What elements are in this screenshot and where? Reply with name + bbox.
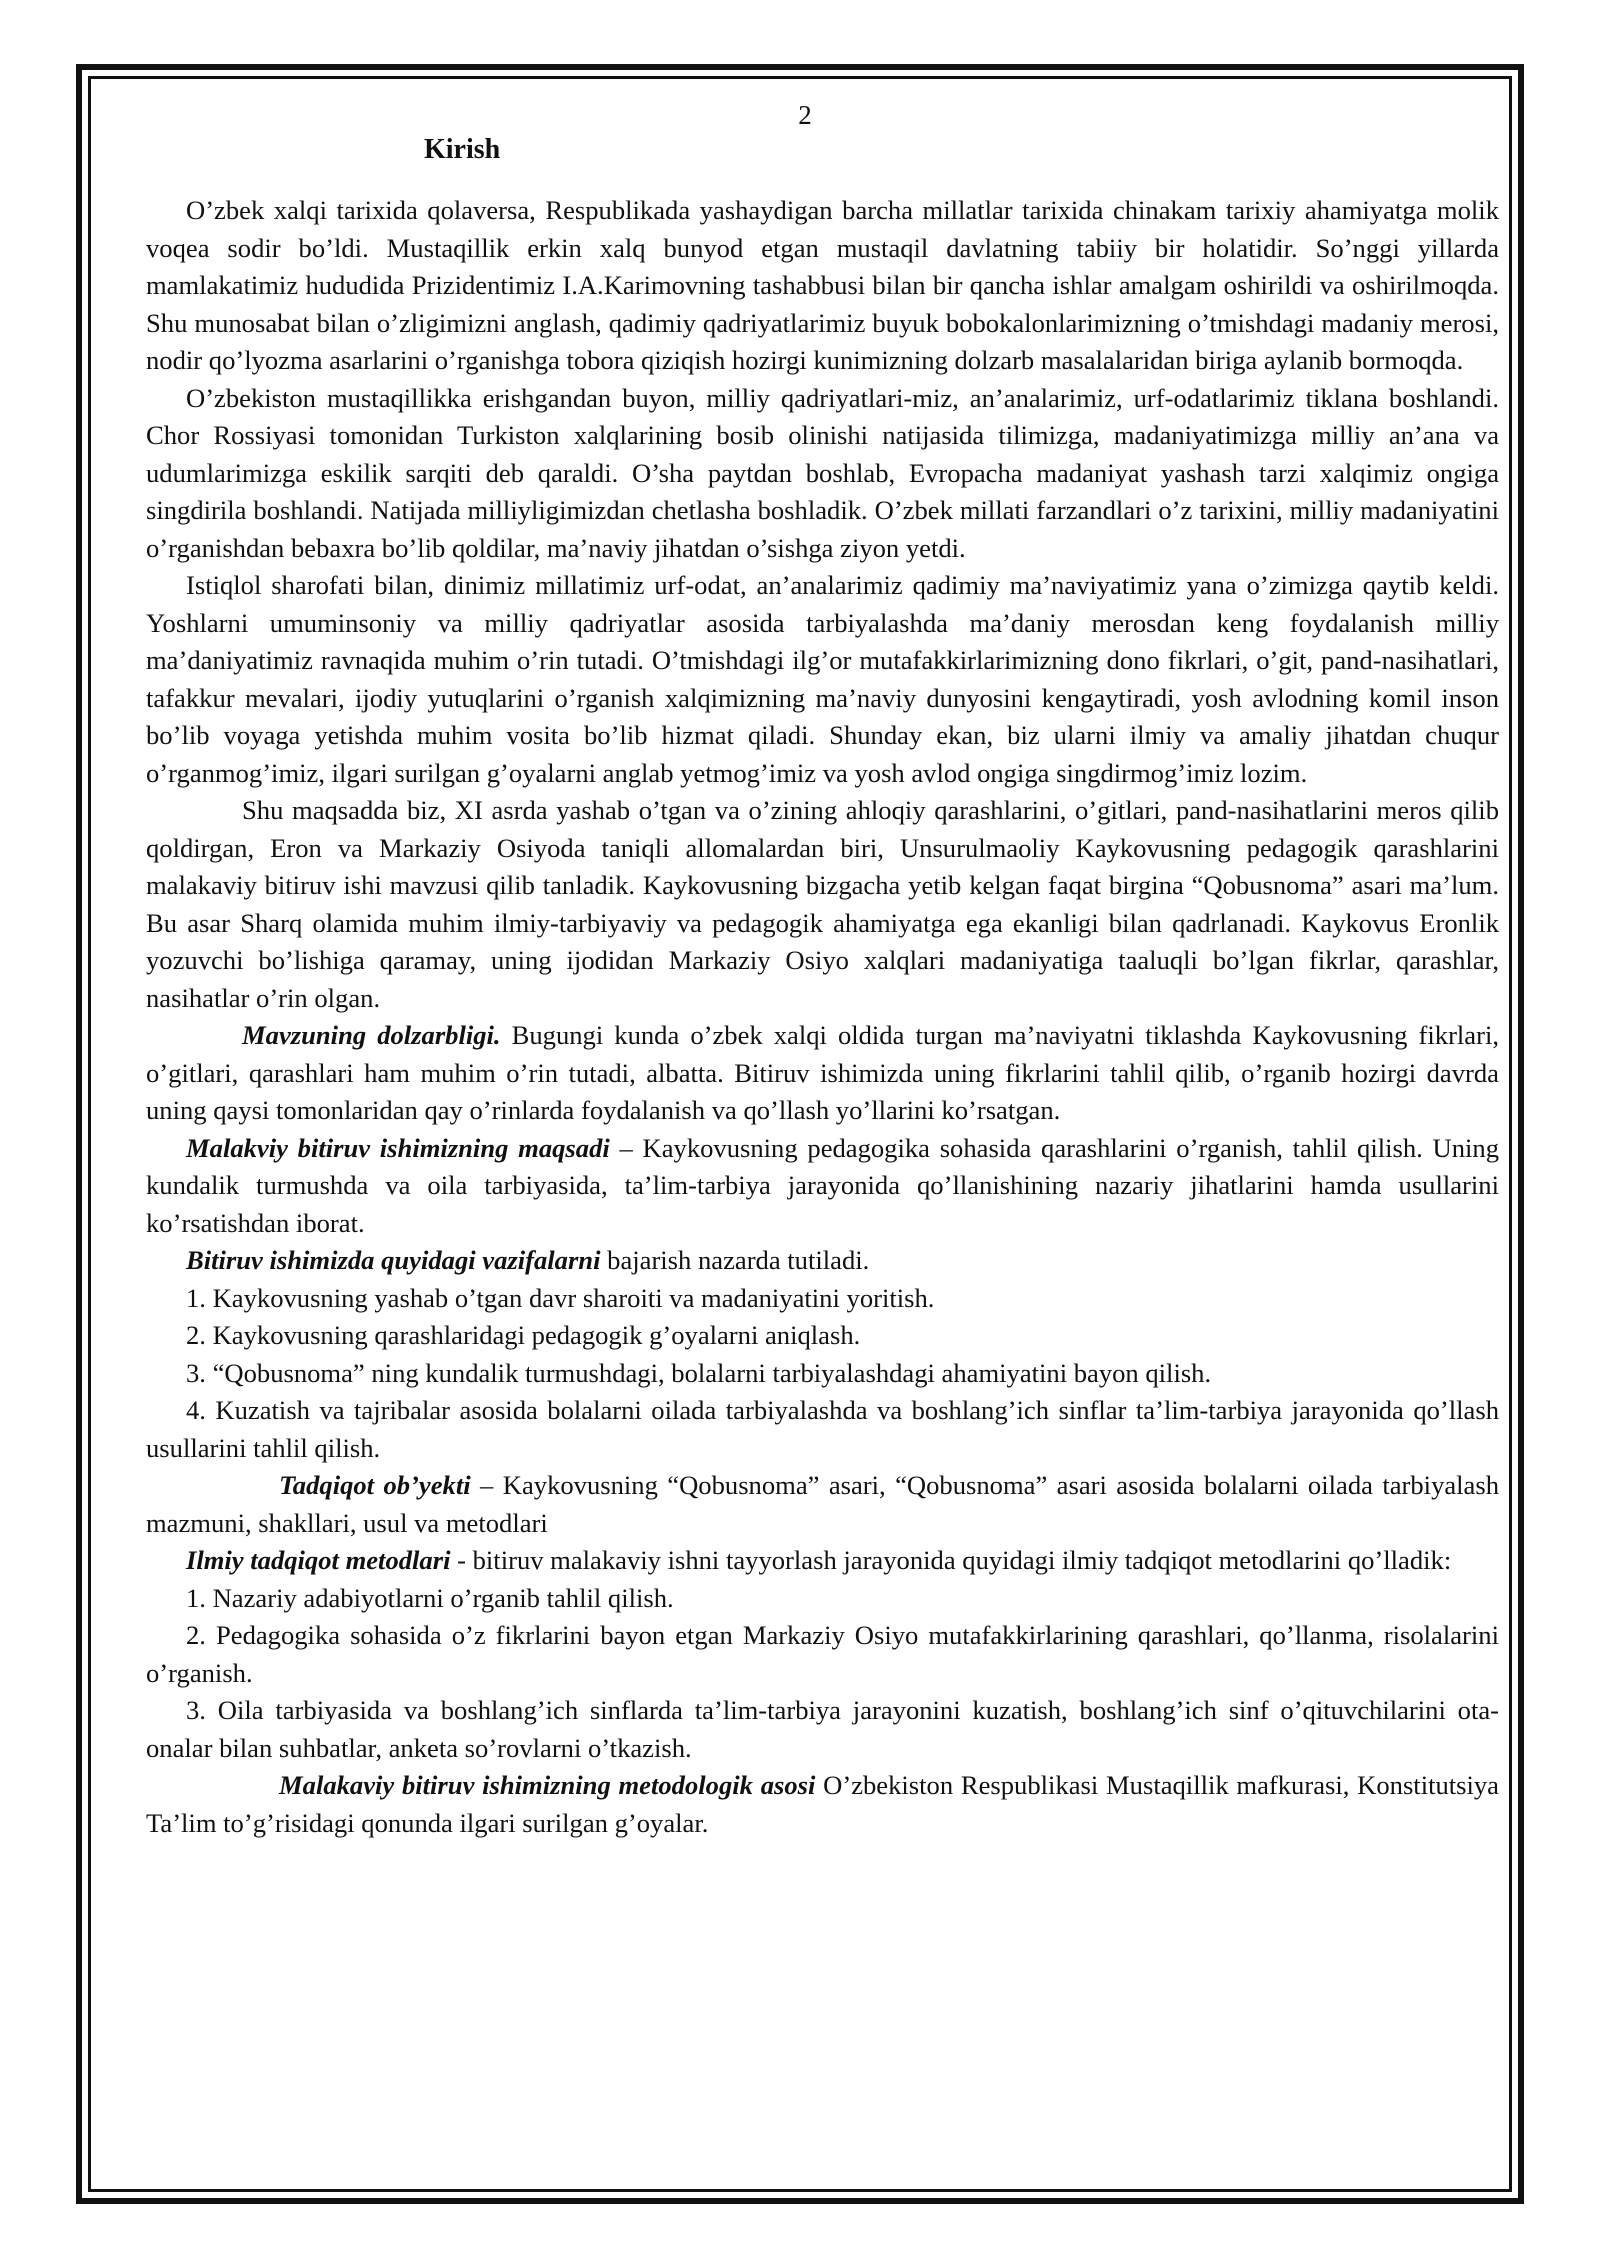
lead-relevance: Mavzuning dolzarbligi.: [242, 1020, 501, 1050]
paragraph-purpose-choice: Shu maqsadda biz, XI asrda yashab o’tgan va o’zining ahloqiy qarashlarini, o’gitlari, pand-nasihatlarini meros qilib qoldirgan, Eron va Markaziy Osiyoda taniqli allomalardan biri, Unsurulmaoliy Kaykovusning pedagogik qarashlarini malakaviy bitiruv ishi mavzusi qilib tanladik. Kaykovusning bizgacha yetib kelgan faqat birgina “Qobusnoma” asari ma’lum. Bu asar Sharq olamida muhim ilmiy-tarbiyaviy va pedagogik ahamiyatga ega ekanligi bilan qadrlanadi. Kaykovus Eronlik yozuvchi bo’lishiga qaramay, uning ijodidan Markaziy Osiyo xalqlari madaniyatiga taaluqli bo’lgan fikrlar, qarashlar, nasihatlar o’rin olgan.: [146, 795, 1499, 1013]
list-item-method-3: 3. Oila tarbiyasida va boshlang’ich sinflarda ta’lim-tarbiya jarayonini kuzatish, boshlang’ich sinf o’qituvchilarini ota-onalar bilan suhbatlar, anketa so’rovlarni o’tkazish.: [146, 1695, 1499, 1763]
list-item-task-1: 1. Kaykovusning yashab o’tgan davr sharoiti va madaniyatini yoritish.: [186, 1282, 935, 1313]
lead-methods: Ilmiy tadqiqot metodlari: [186, 1545, 451, 1575]
list-item-method-2: 2. Pedagogika sohasida o’z fikrlarini bayon etgan Markaziy Osiyo mutafakkirlarining qarashlari, qo’llanma, risolalarini o’rganish.: [146, 1620, 1499, 1688]
paragraph-methods: [146, 1542, 1499, 1580]
list-item-task-4: 4. Kuzatish va tajribalar asosida bolalarni oilada tarbiyalashda va boshlang’ich sinflar ta’lim-tarbiya jarayonida qo’llash usullarini tahlil qilish.: [146, 1395, 1499, 1463]
paragraph-goal: [146, 1130, 1499, 1243]
lead-research-object: Tadqiqot ob’yekti: [279, 1470, 471, 1500]
paragraph-intro: O’zbek xalqi tarixida qolaversa, Respublikada yashaydigan barcha millatlar tarixida chinakam tarixiy ahamiyatga molik voqea sodir bo’ldi. Mustaqillik erkin xalq bunyod etgan mustaqil davlatning tabiiy bir holatidir. So’nggi yillarda mamlakatimiz hududida Prizidentimiz I.A.Karimovning tashabbusi bilan bir qancha ishlar amalgam oshirildi va oshirilmoqda. Shu munosabat bilan o’zligimizni anglash, qadimiy qadriyatlarimiz buyuk bobokalonlarimizning o’tmishdagi madaniy merosi, nodir qo’lyozma asarlarini o’rganishga tobora qiziqish hozirgi kunimizning dolzarb masalalaridan biriga aylanib bormoqda.: [146, 195, 1499, 375]
text-methodology: O’zbekiston Respublikasi Mustaqillik mafkurasi, Konstitutsiya Ta’lim to’g’risidagi qonunda ilgari surilgan g’oyalar.: [146, 1770, 1499, 1838]
section-heading: Kirish: [424, 134, 501, 165]
paragraph-methodology: [146, 1767, 1499, 1842]
paragraph-independence: O’zbekiston mustaqillikka erishgandan buyon, milliy qadriyatlari-miz, an’analarimiz, urf-odatlarimiz tiklana boshlandi. Chor Rossiyasi tomonidan Turkiston xalqlarining bosib olinishi natijasida tilimizga, madaniyatimizga milliy an’ana va udumlarimizga eskilik sarqiti deb qaraldi. O’sha paytdan boshlab, Evropacha madaniyat yashash tarzi xalqimiz ongiga singdirila boshlandi. Natijada milliyligimizdan chetlasha boshladik. O’zbek millati farzandlari o’z tarixini, milliy madaniyatini o’rganishdan bebaxra bo’lib qoldilar, ma’naviy jihatdan o’sishga ziyon yetdi.: [146, 382, 1499, 563]
document-body: [146, 192, 1499, 1842]
paragraph-research-object: [146, 1467, 1499, 1542]
paragraph-tasks: [146, 1242, 1499, 1280]
text-methods: - bitiruv malakaviy ishni tayyorlash jarayonida quyidagi ilmiy tadqiqot metodlarini qo’lladik:: [450, 1545, 1452, 1575]
list-item-task-3: 3. “Qobusnoma” ning kundalik turmushdagi, bolalarni tarbiyalashdagi ahamiyatini bayon qilish.: [186, 1357, 1212, 1388]
paragraph-istiqlol: Istiqlol sharofati bilan, dinimiz millatimiz urf-odat, an’analarimiz qadimiy ma’naviyatimiz yana o’zimizga qaytib keldi. Yoshlarni umuminsoniy va milliy qadriyatlar asosida tarbiyalashda ma’daniy merosdan keng foydalanish milliy ma’daniyatimiz ravnaqida muhim o’rin tutadi. O’tmishdagi ilg’or mutafakkirlarimizning dono fikrlari, o’git, pand-nasihatlari, tafakkur mevalari, ijodiy yutuqlarini o’rganish xalqimizning ma’naviy dunyosini kengaytiradi, yosh avlodning komil inson bo’lib voyaga yetishda muhim vosita bo’lib hizmat qiladi. Shunday ekan, biz ularni ilmiy va amaliy jihatdan chuqur o’rganmog’imiz, ilgari surilgan g’oyalarni anglab yetmog’imiz va yosh avlod ongiga singdirmog’imiz lozim.: [146, 570, 1499, 788]
page-number: 2: [798, 100, 812, 130]
text-tasks: bajarish nazarda tutiladi.: [600, 1245, 870, 1275]
list-item-task-2: 2. Kaykovusning qarashlaridagi pedagogik g’oyalarni aniqlash.: [186, 1320, 861, 1350]
text-relevance: Bugungi kunda o’zbek xalqi oldida turgan ma’naviyatni tiklashda Kaykovusning fikrlari, o’gitlari, qarashlari ham muhim o’rin tutadi, albatta. Bitiruv ishimizda uning fikrlarini tahlil qilib, o’rganib hozirgi davrda uning qaysi tomonlaridan qay o’rinlarda foydalanish va qo’llash yo’llarini ko’rsatgan.: [146, 1020, 1500, 1125]
text-goal: – Kaykovusning pedagogika sohasida qarashlarini o’rganish, tahlil qilish. Uning kundalik turmushda va oila tarbiyasida, ta’lim-tarbiya jarayonida qo’llanishining nazariy jihatlarini hamda usullarini ko’rsatishdan iborat.: [146, 1132, 1500, 1238]
lead-methodology: Malakaviy bitiruv ishimizning metodologik asosi: [279, 1770, 816, 1800]
lead-goal: Malakviy bitiruv ishimizning maqsadi: [186, 1132, 610, 1163]
paragraph-relevance: [146, 1017, 1499, 1130]
text-research-object: – Kaykovusning “Qobusnoma” asari, “Qobusnoma” asari asosida bolalarni oilada tarbiyalash mazmuni, shakllari, usul va metodlari: [146, 1470, 1500, 1538]
list-item-method-1: 1. Nazariy adabiyotlarni o’rganib tahlil qilish.: [186, 1582, 674, 1613]
lead-tasks: Bitiruv ishimizda quyidagi vazifalarni: [186, 1245, 601, 1275]
